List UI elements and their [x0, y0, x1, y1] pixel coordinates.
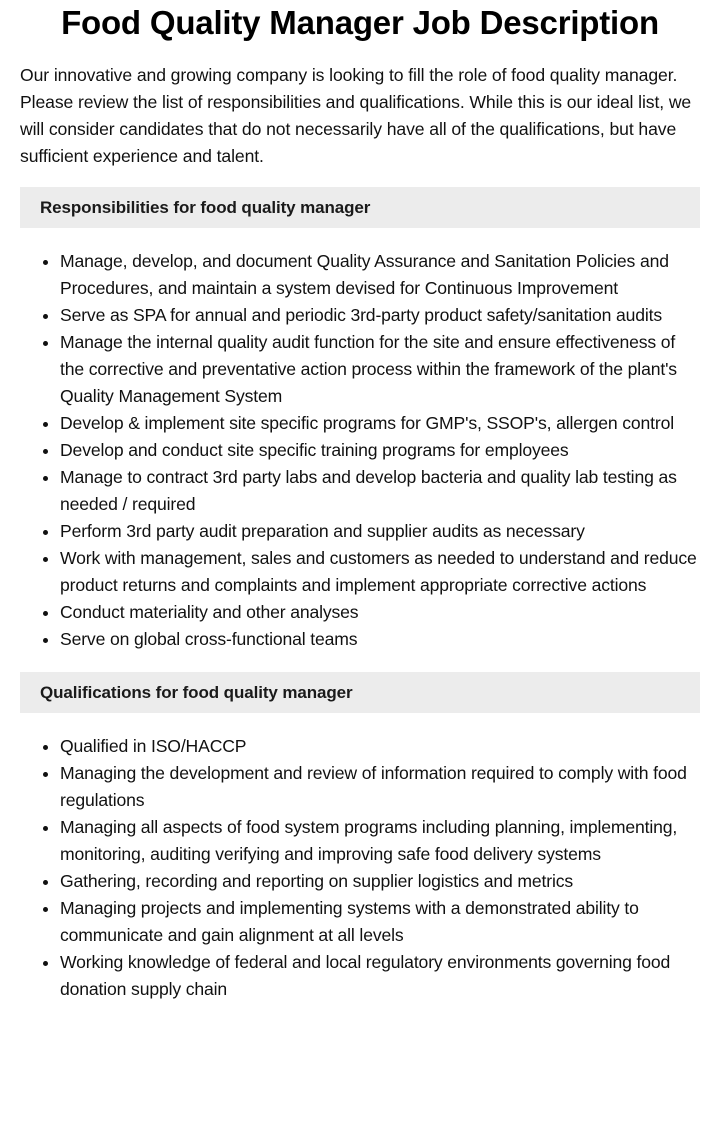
list-item: Conduct materiality and other analyses — [60, 599, 700, 626]
list-item: Perform 3rd party audit preparation and supplier audits as necessary — [60, 518, 700, 545]
list-item: Managing the development and review of information required to comply with food regulations — [60, 760, 700, 814]
intro-paragraph: Our innovative and growing company is looking to fill the role of food quality manager. Please review the list of responsibilities and qualifications. While this is our ideal list, we will consider candidates that do not necessarily have all of the qualifications, but have sufficient experience and talent. — [20, 65, 692, 166]
list-item: Develop and conduct site specific training programs for employees — [60, 437, 700, 464]
list-item: Manage the internal quality audit function for the site and ensure effectiveness of the corrective and preventative action process within the framework of the plant's Quality Management System — [60, 329, 700, 410]
list-item: Serve as SPA for annual and periodic 3rd-party product safety/sanitation audits — [60, 302, 700, 329]
list-item: Develop & implement site specific programs for GMP's, SSOP's, allergen control — [60, 410, 700, 437]
qualifications-heading: Qualifications for food quality manager — [20, 672, 700, 713]
list-item: Serve on global cross-functional teams — [60, 626, 700, 653]
list-item: Qualified in ISO/HACCP — [60, 733, 700, 760]
list-item: Managing projects and implementing systems with a demonstrated ability to communicate and gain alignment at all levels — [60, 895, 700, 949]
responsibilities-heading: Responsibilities for food quality manager — [20, 187, 700, 228]
list-item: Working knowledge of federal and local regulatory environments governing food donation supply chain — [60, 949, 700, 1003]
list-item: Managing all aspects of food system programs including planning, implementing, monitoring, auditing verifying and improving safe food delivery systems — [60, 814, 700, 868]
list-item: Work with management, sales and customers as needed to understand and reduce product returns and complaints and implement appropriate corrective actions — [60, 545, 700, 599]
qualifications-list — [20, 733, 700, 1003]
list-item: Manage, develop, and document Quality Assurance and Sanitation Policies and Procedures, and maintain a system devised for Continuous Improvement — [60, 248, 700, 302]
responsibilities-list — [20, 248, 700, 653]
page-title: Food Quality Manager Job Description — [61, 4, 659, 41]
list-item: Manage to contract 3rd party labs and develop bacteria and quality lab testing as needed / required — [60, 464, 700, 518]
list-item: Gathering, recording and reporting on supplier logistics and metrics — [60, 868, 700, 895]
